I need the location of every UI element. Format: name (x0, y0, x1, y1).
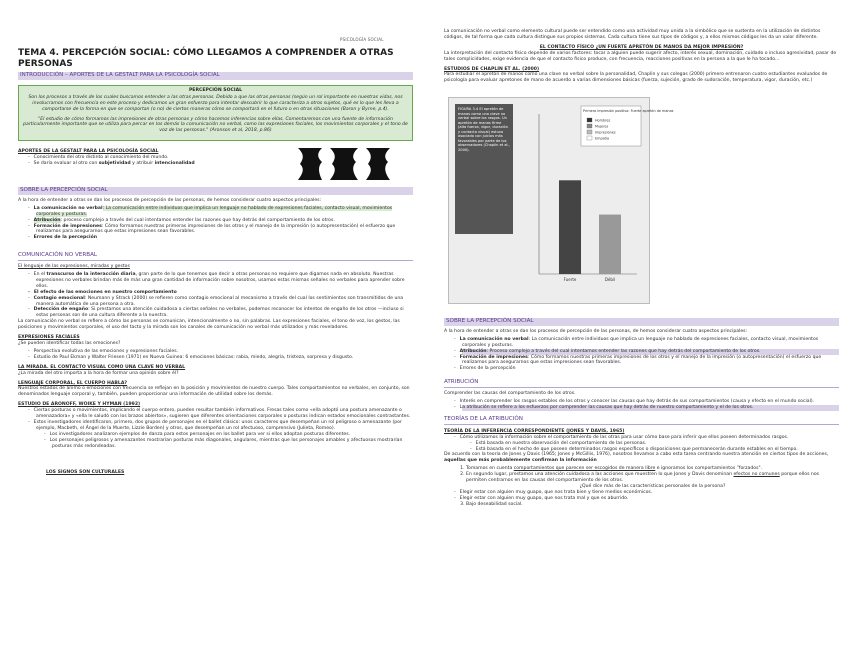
legend-swatch (587, 118, 592, 122)
legend-label: Hombres (595, 118, 611, 123)
contact-heading: EL CONTACTO FÍSICO ¿UN FUERTE APRETÓN DE MANOS DA MEJOR IMPRESIÓN? (539, 44, 744, 50)
jones-question: ¿Qué dice más de las características personales de la persona? (579, 483, 726, 489)
atrib-intro: Comprender las causas del comportamiento de los otros. (444, 391, 576, 397)
sobre-right-item-2: - Atribución: Proceso complejo a través del cual intentamos entender las razones que hay detrás del comportamiento de los otros. (462, 349, 839, 355)
box-paragraph-2: "El estudio de cómo formamos las impresiones de otras personas y cómo hacemos inferencias sobre ellas. Comentaremos con una fuente de información particularmente importante que se utiliza para percar en los demás la comunicación no verbal, como las expresiones faciales, los movimientos corporales y el tono de voz de las personas." (Aronson et al, 2018, p.86) (23, 116, 408, 134)
chaplin-heading: ESTUDIOS DE CHAPLIN ET AL. (2000) (444, 66, 540, 72)
gestalt-item-1: - Conocimiento del otro distinto al conocimiento del mundo. (36, 155, 288, 161)
cnv-item-2: - El efecto de las emociones en nuestro comportamiento (36, 290, 413, 296)
intro-bar: INTRODUCCIÓN – APORTES DE LA GESTALT PARA LA PSICOLOGÍA SOCIAL (18, 72, 413, 80)
page-header: PSICOLOGÍA SOCIAL (340, 37, 384, 42)
faces-question: ¿Se pueden identificar todas las emociones? (18, 341, 121, 346)
atrib-item-2: - La atribución se refiere a los esfuerzos por comprender las causas que hay detrás de nuestro comportamiento y el de los otros. (462, 405, 839, 411)
atrib-heading: ATRIBUCIÓN (444, 380, 839, 388)
gestalt-heading: APORTES DE LA GESTALT PARA LA PSICOLOGÍA SOCIAL (18, 149, 159, 155)
sobre-item-2: - Atribución: proceso complejo a través del cual intentamos entender las razones que hay detrás del comportamiento de los otros. (36, 218, 413, 224)
aronoff-item-1: - Ciertas posturas o movimientos, implicando el cuerpo entero, pueden resultar también informativos. Fresas tales como «ella adoptó una postura amenazante o amenazadora» y «ella le saludó con los brazos abiertos», sugieren que diferentes orientaciones corporales o posturas indican estados emocionales contrastantes. (36, 408, 413, 420)
handshake-figure (448, 97, 674, 304)
vase-faces-illusion-image (296, 146, 392, 182)
chart-category-label: Fuerte (563, 277, 577, 282)
cnv-item-3: - Contagio emocional: Neumann y Strack (2000) se refieren como contagio emocional al mecanismo a través del cual los sentimientos son transmitidos de una manera automática de una persona a otra. (36, 296, 413, 308)
right-column-bottom (444, 312, 839, 508)
faces-item-2: - Estudio de Paul Ekman y Walter Friesen (1971) en Nueva Guinea: 6 emociones básicas: rabia, miedo, alegría, tristeza, sorpresa y disgusto. (36, 355, 413, 361)
sobre-intro: A la hora de entender a otras se dan los procesos de percepción de las personas, de hemos considerar cuatro aspectos principales: (18, 197, 322, 203)
jones-subitem-2: - Está basada en el hecho de que poseen determinados rasgos específicos o disposiciones que permanecerán durante estables en el tiempo. (478, 447, 839, 453)
legend-swatch (587, 136, 592, 140)
gestalt-item-2: - Se daría evaluar al otro con subjetividad y atribuir intencionalidad (36, 161, 288, 167)
box-title: PERCEPCIÓN SOCIAL (188, 87, 243, 93)
aronoff-subitem-1: - Los investigadores analizaron ejemplos de danza para estos personajes en los ballet para ver si ellos adoptan posturas diferentes. (52, 432, 413, 438)
teorias-heading: TEORÍAS DE LA ATRIBUCIÓN (444, 417, 839, 425)
sobre-right-item-1: - La comunicación no verbal: La comunicación entre individuos que implica un lenguaje no hablado de expresiones faciales, contacto visual, movimientos corporales y posturas. (462, 337, 839, 349)
faces-heading: EXPRESIONES FACIALES (18, 335, 80, 341)
handshake-chart (519, 104, 674, 294)
figure-caption-panel: FIGURA 3.4 El apretón de manos como una clave no verbal sobre los rasgos. Un apretón de manos firme (alta fuerza, vigor, duración y contacto visual) estuvo asociado con juicios más favorables por parte de los observadores (Chaplin et al., 2000). (455, 104, 513, 234)
chart-category-label: Débil (604, 277, 616, 282)
sobre-item-3: - Formación de impresiones: Cómo formamos nuestras primeras impresiones de los otros y el manejo de la impresión (o autopresentación) el esfuerzo que realizamos para asegurarnos que estas impresiones sean favorables. (36, 224, 413, 236)
chart-bar (599, 215, 621, 274)
body-heading: LENGUAJE CORPORAL, EL CUERPO HABLA? (18, 380, 128, 386)
legend-label: Mujeres (595, 124, 609, 129)
chaplin-paragraph: Para estudiar el apretón de manos como una clave no verbal sobre la personalidad, Chaplin y sus colegas (2000) primero entrenaron cuatro estudiantes evaluados de psicología para evaluar apretones de mano de acuerdo a varias dimensiones básicas (fuerza, sujeción, grado de sudoración, temperatura, vigor, duración, etc.) (444, 72, 828, 84)
sobre-right-item-4: - Errores de la percepción (462, 366, 839, 372)
sobre-intro-right: A la hora de entender a otras se dan los procesos de percepción de las personas, de hemos considerar cuatro aspectos principales: (444, 328, 748, 334)
sobre-bar-right: SOBRE LA PERCEPCIÓN SOCIAL (444, 318, 839, 326)
gaze-subheading: ¿La mirada del otro importa a la hora de formar una opinión sobre él? (18, 370, 179, 376)
gaze-heading: LA MIRADA. EL CONTACTO VISUAL COMO UNA CLAVE NO VERBAL (18, 364, 186, 370)
aronoff-heading: ESTUDIO DE ARONOFF, WOIKE Y HYMAN (1992) (18, 402, 141, 408)
jones-number-2: 2. En segundo lugar, prestamos una atención cuidadosa a las acciones que muestren lo que Jones y Davis denominan efectos no comunes porque ellos nos permiten centrarnos en las causas del comportamiento de los otros. ¿Qué dice más de las características personales de la persona? (466, 472, 839, 490)
definition-box (18, 85, 413, 141)
jones-subitem-1: - Está basada en nuestra observación del comportamiento de las personas. (478, 441, 839, 447)
contact-paragraph: La interpretación del contacto físico depende de varios factores: tocar a alguien puede sugerir afecto, interés sexual, dominación, cuidado o incluso agresividad, pasar de tales complicidades, exige evidencia de que el contacto físico produce, con frecuencia, reacciones positivas en la persona a la que le ha tocado… (444, 50, 837, 62)
jones-dash-2: - Elegir estar con alguien muy guapo, que nos trata mal y que es aburrido. (462, 496, 839, 502)
box-paragraph-1: Son los procesos a través de los cuales buscamos entender a las otras personas. Debido a que las otras personas (según un rol importante en nuestras vidas, nos involucramos con frecuencia en este proceso y dedicamos un gran esfuerzo para intentar descubrir lo que caracteriza a otros sujetos, qué es lo que les lleva a comportarse de la forma en que se comportan (o no) de ciertos maneras cómo se comportará en el futuro o en otras situaciones (Baron y Byrne, p.4). (28, 94, 403, 112)
cnv-paragraph: La comunicación no verbal se refiere a cómo las personas se comunican, intencionalmente o no, sin palabras. Las expresiones faciales, el tono de voz, los gestos, las posiciones y movimientos corporales, el uso del tacto y la mirada son los canales de comunicación no verbal más utilizados y más reveladores. (18, 319, 400, 331)
sobre-right-item-3: - Formación de impresiones: Cómo formamos nuestras primeras impresiones de los otros y el manejo de la impresión (o autopresentación) el esfuerzo que realizamos para asegurarnos que estas impresiones sean favorables. (462, 355, 839, 367)
sobre-item-4: - Errores de la percepción (36, 235, 413, 241)
jones-paragraph: De acuerdo con la teoría de Jones y Davis (1965; Jones y McGillis, 1976), nosotros llevamos a cabo esta tarea centrando nuestra atención en ciertos tipos de acciones, aquellas que más probablemente confirman la información (444, 452, 829, 464)
cnv-item-1: - En el transcurso de la interacción diaria, gran parte de lo que tenemos que decir a otras personas no requiere que digamos nada en absoluto. Nuestras expresiones no verbales brindan más de más una gran cantidad de información sobre nosotros, usamos estas mismas señales no verbales para aprender sobre ellos. (36, 272, 413, 290)
cnv-item-4: - Detección de engaño: Si prestamos una atención cuidadosa a ciertas señales no verbales, podemos reconocer los intentos de engaño de los otros —incluso si estas personas son de una cultura diferente a la nuestra. (36, 307, 413, 319)
aronoff-subitem-2: - Los personajes peligrosos y amenazantes mostrarían posturas más diagonales, angulares, mientras que los personajes amables y afectuosos mostrarían posturas más redondeadas. (52, 438, 413, 450)
jones-dash-1: - Elegir estar con alguien muy guapo, que nos trata bien y tiene medios económicos. (462, 490, 839, 496)
sobre-bar: SOBRE LA PERCEPCIÓN SOCIAL (18, 187, 413, 195)
legend-label: Empatía (595, 136, 610, 141)
gestalt-block (18, 149, 288, 167)
jones-number-1: 1. Tomamos en cuenta comportamientos que parecen ser escogidos de manera libre e ignoramos los comportamientos "forzados". (466, 466, 839, 472)
signos-heading: LOS SIGNOS SON CULTURALES (46, 469, 125, 475)
chart-bar (559, 180, 581, 274)
atrib-item-1: - Interés en comprender los rasgos estables de los otros y conocer las causas que hay detrás de sus comportamientos (causa y efecto en el mundo social). (462, 399, 839, 405)
cnv-heading: COMUNICACIÓN NO VERBAL (18, 253, 413, 261)
left-column (18, 48, 413, 475)
face-silhouette-middle (330, 148, 358, 180)
faces-item-1: - Perspectiva evolutiva de las emociones y expresiones faciales. (36, 349, 413, 355)
cultural-paragraph: La comunicación no verbal como elemento cultural puede ser entendido como una actividad muy unida a la simbólico que se sustenta en la utilización de distintos códigos, de tal forma que cada cultura distingue sus propios sistemas. Cada cultura tiene sus tipos de códigos y, a ellos mismos códigos les da un valor diferente. (444, 29, 821, 40)
page-title: TEMA 4. PERCEPCIÓN SOCIAL: CÓMO LLEGAMOS A COMPRENDER A OTRAS PERSONAS (18, 48, 394, 69)
jones-number-3: 3. Bajo deseabilidad social. (466, 502, 839, 508)
aronoff-item-2: - Estos investigadores identificaron, primero, dos grupos de personajes en el ballet clásico: unos caracteres que desempeñan un rol peligroso o amenazante (por ejemplo, Macbeth, el Ángel de la Muerte, Lizzie Borden) y otros, que desempeñan un rol afectuoso, comprensivo (Julieta, Romeo). (36, 420, 413, 432)
legend-title: Primera impresión positiva: Fuerte apretón de manos (583, 109, 674, 113)
jones-item-1: - Cómo utilizamos la información sobre el comportamiento de las otras para usar cómo base para inferir que ellos poseen determinados rasgos. (462, 435, 839, 441)
legend-swatch (587, 130, 592, 134)
sobre-item-1: - La comunicación no verbal: La comunicación entre individuos que implica un lenguaje no hablado de expresiones faciales, contacto visual, movimientos corporales y posturas. (36, 206, 413, 218)
body-paragraph: Nuestros estados de ánimo o emociones con frecuencia se reflejan en la posición y movimientos de nuestro cuerpo. Tales comportamientos no verbales, en conjunto, son denominados lenguaje corporal y, también, pueden proporcionar una información de utilidad sobre los demás. (18, 386, 410, 398)
legend-swatch (587, 124, 592, 128)
cnv-subheading: El lenguaje de las expresiones, miradas y gestos (18, 264, 130, 270)
jones-heading: TEORÍA DE LA INFERENCIA CORRESPONDIENTE (JONES Y DAVIS, 1965) (444, 428, 625, 434)
legend-label: Impresiones (595, 130, 616, 135)
right-column-top (444, 29, 839, 86)
